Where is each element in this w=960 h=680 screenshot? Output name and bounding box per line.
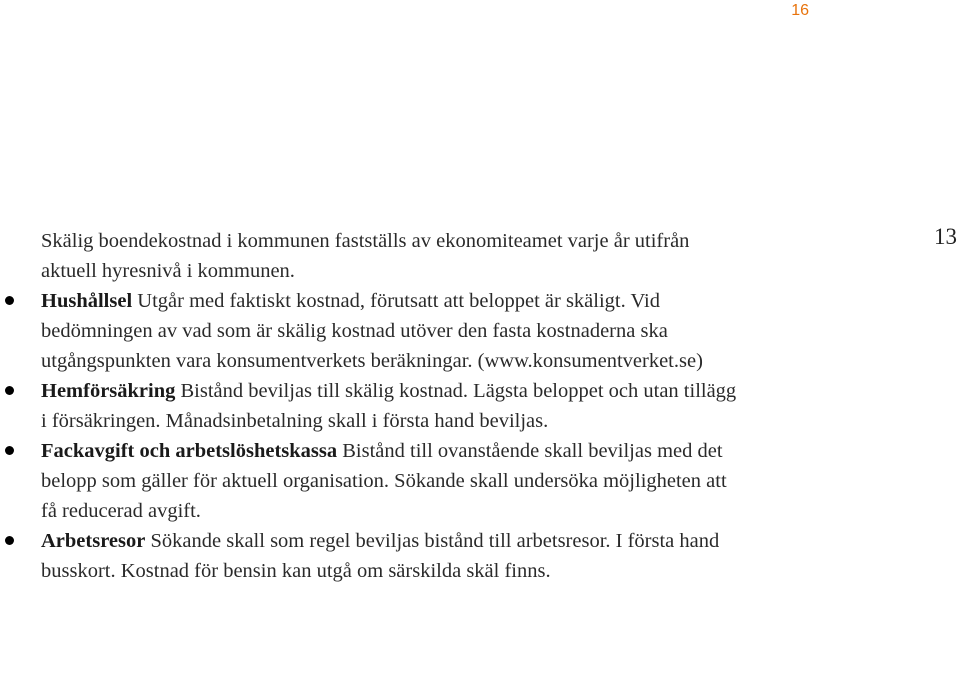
list-item-term: Hushållsel [41, 290, 133, 312]
list-item-term: Arbetsresor [41, 530, 146, 552]
list-item-term: Hemförsäkring [41, 380, 176, 402]
list-item-hemforsakring [41, 376, 741, 436]
list-item-term: Fackavgift och arbetslöshetskassa [41, 440, 338, 462]
list-item-hushallsel [41, 286, 741, 376]
bullet-icon [5, 446, 14, 455]
bullet-icon [5, 296, 14, 305]
list-item-text: Utgår med faktiskt kostnad, förutsatt att beloppet är skäligt. Vid bedömningen av vad som är skälig kostnad utöver den fasta kostnaderna ska utgångspunkten vara konsumentverkets beräkningar. (www.konsumentverket.se) [41, 290, 703, 372]
list-item-arbetsresor [41, 526, 741, 586]
intro-paragraph: Skälig boendekostnad i kommunen fastställs av ekonomiteamet varje år utifrån aktuell hyresnivå i kommunen. [41, 230, 690, 282]
document-page-number: 13 [934, 224, 957, 249]
list-item-text: Bistånd till ovanstående skall beviljas med det belopp som gäller för aktuell organisation. Sökande skall undersöka möjligheten att få reducerad avgift. [41, 440, 727, 522]
list-item-fackavgift [41, 436, 741, 526]
list-item-text: Sökande skall som regel beviljas bistånd till arbetsresor. I första hand busskort. Kostnad för bensin kan utgå om särskilda skäl finns. [41, 530, 720, 582]
document-body [41, 226, 741, 586]
bullet-icon [5, 386, 14, 395]
list-item-text: Bistånd beviljas till skälig kostnad. Lägsta beloppet och utan tillägg i försäkringen. Månadsinbetalning skall i första hand beviljas. [41, 380, 737, 432]
bullet-icon [5, 536, 14, 545]
header-page-number: 16 [791, 2, 809, 19]
